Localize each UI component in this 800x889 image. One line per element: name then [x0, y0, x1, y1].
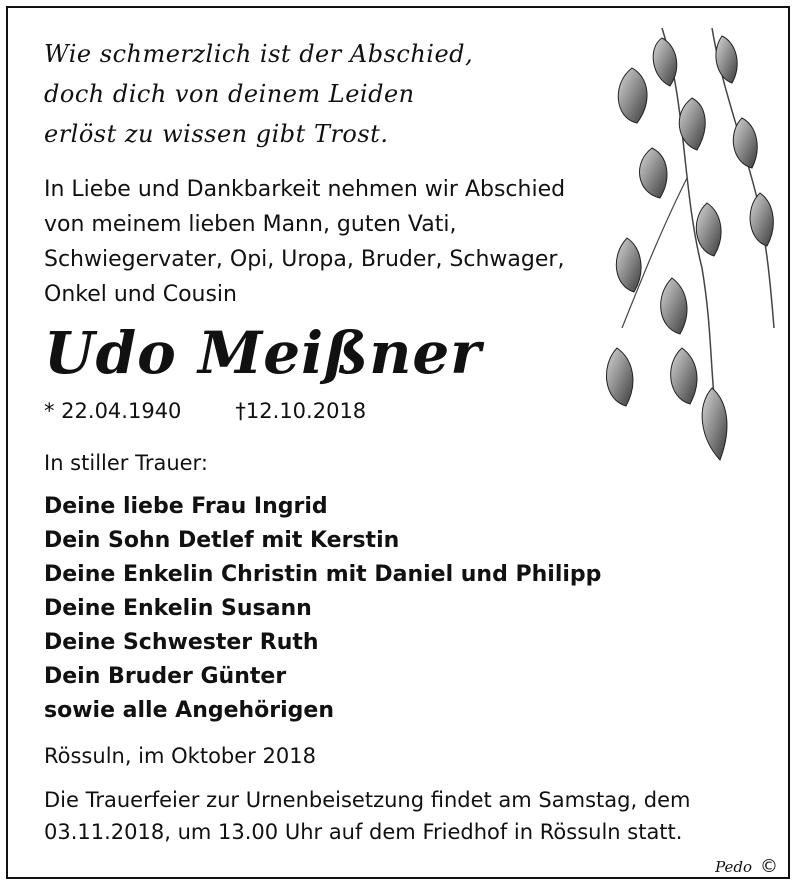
intro-line: Onkel und Cousin — [44, 282, 237, 307]
quote-line: erlöst zu wissen gibt Trost. — [44, 120, 389, 148]
quote-line: Wie schmerzlich ist der Abschied, — [44, 40, 474, 68]
intro-text — [44, 172, 624, 312]
family-member: Deine Enkelin Susann — [44, 596, 312, 621]
family-member: Deine Enkelin Christin mit Daniel und Philipp — [44, 562, 602, 587]
intro-line: In Liebe und Dankbarkeit nehmen wir Abschied — [44, 177, 566, 202]
family-member: Dein Sohn Detlef mit Kerstin — [44, 528, 400, 553]
place-date: Rössuln, im Oktober 2018 — [44, 744, 316, 768]
footer — [715, 856, 778, 877]
life-dates — [44, 396, 366, 426]
opening-quote — [44, 34, 604, 154]
quote-line: doch dich von deinem Leiden — [44, 80, 415, 108]
family-member: Deine liebe Frau Ingrid — [44, 494, 328, 519]
intro-line: Schwiegervater, Opi, Uropa, Bruder, Schwager, — [44, 247, 565, 272]
birth-date: * 22.04.1940 — [44, 399, 182, 423]
designer-signature: Pedo — [715, 857, 752, 876]
family-member: Deine Schwester Ruth — [44, 630, 319, 655]
funeral-line: Die Trauerfeier zur Urnenbeisetzung findet am Samstag, dem — [44, 788, 691, 812]
deceased-name: Udo Meißner — [44, 319, 482, 387]
family-list — [44, 490, 601, 728]
mourning-label: In stiller Trauer: — [44, 451, 208, 475]
copyright-icon: © — [760, 856, 778, 877]
intro-line: von meinem lieben Mann, guten Vati, — [44, 212, 457, 237]
death-date: †12.10.2018 — [235, 399, 367, 423]
family-member: sowie alle Angehörigen — [44, 698, 335, 723]
funeral-line: 03.11.2018, um 13.00 Uhr auf dem Friedhof in Rössuln statt. — [44, 820, 683, 844]
funeral-info — [44, 784, 691, 848]
family-member: Dein Bruder Günter — [44, 664, 287, 689]
